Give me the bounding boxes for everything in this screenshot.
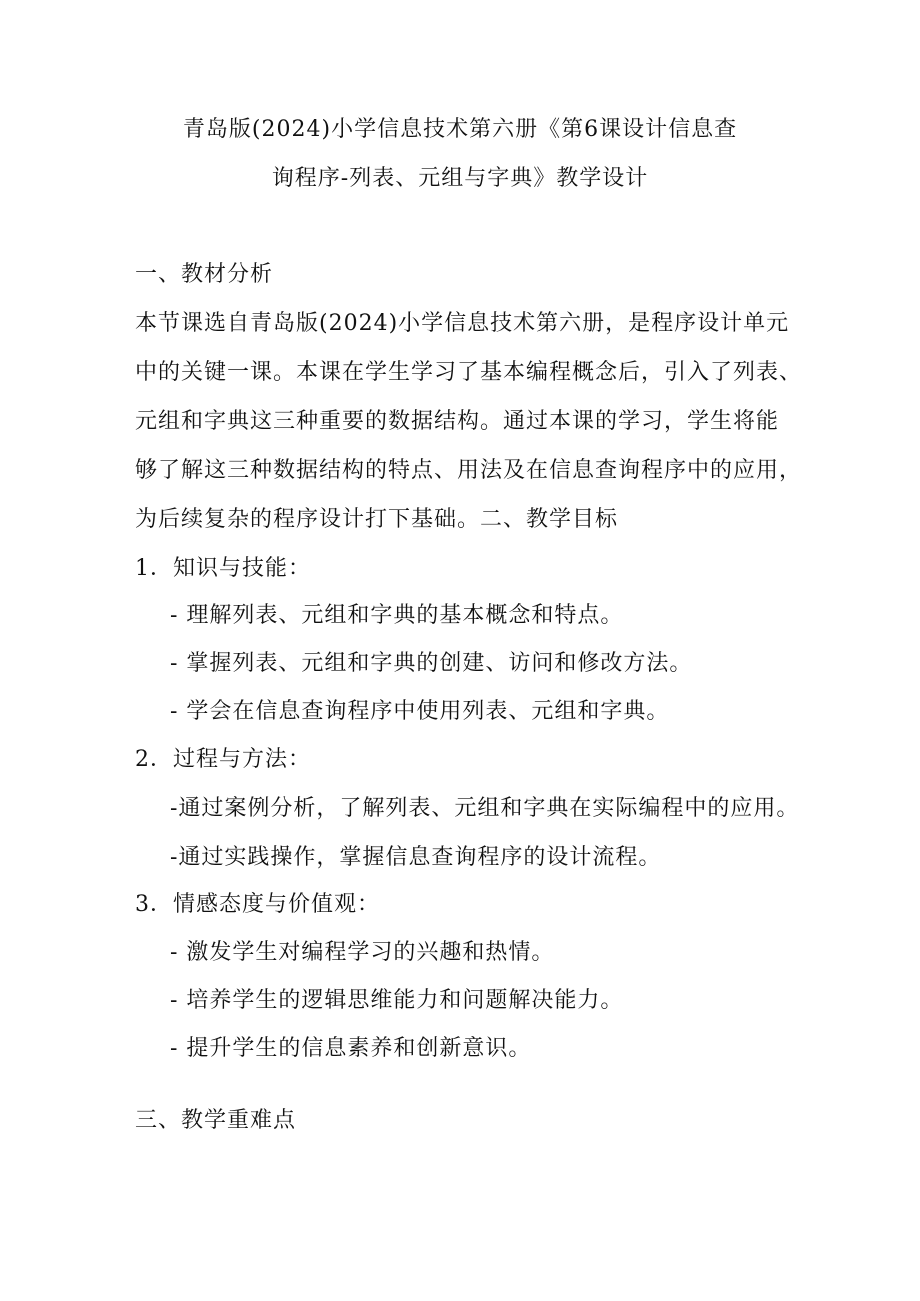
list-item: - 激发学生对编程学习的兴趣和热情。 [170,940,555,965]
list-item: - 理解列表、元组和字典的基本概念和特点。 [170,603,624,628]
list-item: -通过实践操作，掌握信息查询程序的设计流程。 [170,845,662,870]
list-item: -通过案例分析，了解列表、元组和字典在实际编程中的应用。 [170,796,800,821]
goal-heading-process-methods: 2．过程与方法： [135,747,311,772]
section-heading-key-difficult-points: 三、教学重难点 [135,1108,297,1133]
list-item: - 学会在信息查询程序中使用列表、元组和字典。 [170,699,670,724]
paragraph-line: 够了解这三种数据结构的特点、用法及在信息查询程序中的应用， [135,458,803,483]
section-heading-textbook-analysis: 一、教材分析 [135,262,274,287]
document-title-line-2: 询程序-列表、元组与字典》教学设计 [271,166,649,191]
list-item: - 培养学生的逻辑思维能力和问题解决能力。 [170,988,624,1013]
document-title-line-1: 青岛版(2024)小学信息技术第六册《第6课设计信息查 [182,117,738,142]
paragraph-line: 元组和字典这三种重要的数据结构。通过本课的学习，学生将能 [135,409,780,434]
paragraph-line: 为后续复杂的程序设计打下基础。二、教学目标 [135,507,619,532]
paragraph-line: 中的关键一课。本课在学生学习了基本编程概念后，引入了列表、 [135,360,803,385]
list-item: - 掌握列表、元组和字典的创建、访问和修改方法。 [170,651,693,676]
goal-heading-knowledge-skills: 1．知识与技能： [135,556,311,581]
list-item: - 提升学生的信息素养和创新意识。 [170,1036,532,1061]
goal-heading-attitudes-values: 3．情感态度与价值观： [135,892,380,917]
paragraph-line: 本节课选自青岛版(2024)小学信息技术第六册，是程序设计单元 [135,311,790,336]
